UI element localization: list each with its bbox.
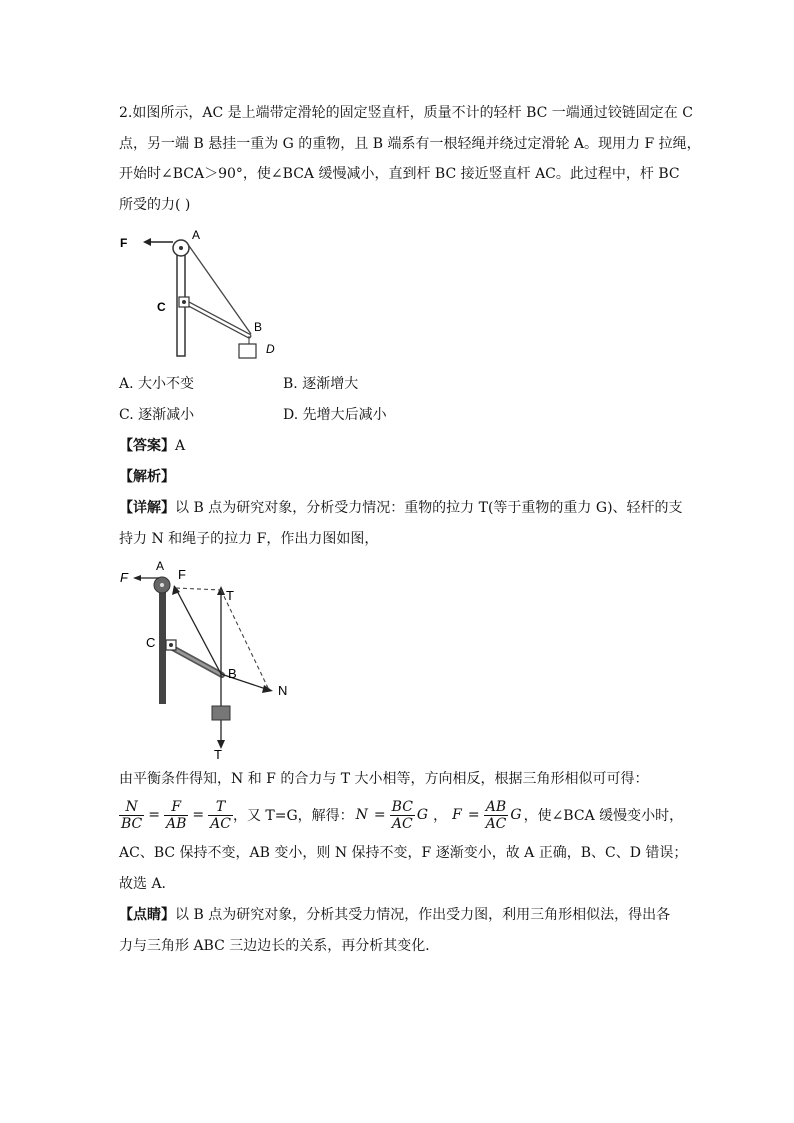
- solution-line-3: 故选 A．: [119, 876, 176, 892]
- question-line-3: 开始时∠BCA＞90°，使∠BCA 缓慢减小，直到杆 BC 接近竖直杆 AC。此过程中，杆 BC: [119, 166, 680, 182]
- option-c: C. 逐渐减小: [119, 407, 195, 423]
- comment-tag: 【点睛】: [119, 907, 175, 923]
- answer-tag: 【答案】: [119, 438, 175, 454]
- solution-equation: $\frac{N}{BC}$ = $\frac{F}{AB}$ = $\frac{T}{AC}$ ，又 T=G，解得： N = $\frac{BC}{AC}$ G ， F = $\frac{AB}{AC}$ G ，使∠BCA 缓慢变小时，: [121, 798, 684, 832]
- label-A: A: [156, 560, 165, 573]
- g-symbol: G: [510, 807, 522, 823]
- fraction-t-ac: $\frac{T}{AC}$: [210, 798, 231, 832]
- label-D: D: [266, 342, 275, 356]
- label-T-top: T: [226, 588, 234, 603]
- detail-line-2: 持力 N 和绳子的拉力 F，作出力图如图，: [119, 531, 379, 547]
- label-T-bottom: T: [214, 747, 222, 760]
- label-B: B: [228, 666, 237, 681]
- solution-line-2: AC、BC 保持不变，AB 变小，则 N 保持不变，F 逐渐变小，故 A 正确，B、C、D 错误；: [119, 845, 688, 861]
- weight-block: [212, 706, 230, 720]
- vertical-rod: [159, 584, 166, 704]
- fraction-f-ab: $\frac{F}{AB}$: [166, 798, 187, 832]
- option-a: A. 大小不变: [119, 376, 195, 392]
- label-C: C: [146, 635, 156, 650]
- equation-tail-text: ，使∠BCA 缓慢变小时，: [523, 808, 684, 824]
- arrow-F-left: [133, 575, 141, 581]
- question-line-2: 点，另一端 B 悬挂一重为 G 的重物，且 B 端系有一根轻绳并绕过定滑轮 A。现用力 F 拉绳，: [119, 136, 701, 152]
- label-N: N: [278, 683, 288, 698]
- solution-line-1: 由平衡条件得知，N 和 F 的合力与 T 大小相等，方向相反，根据三角形相似可可得：: [119, 771, 649, 787]
- arrow-F: [143, 238, 151, 246]
- label-B: B: [254, 320, 263, 334]
- label-C: C: [157, 300, 166, 314]
- comment-line-2: 力与三角形 ABC 三边边长的关系，再分析其变化．: [119, 938, 440, 954]
- answer-text: A: [175, 438, 186, 454]
- comment-line-1: 【点睛】以 B 点为研究对象，分析其受力情况，作出受力图，利用三角形相似法，得出各: [119, 907, 671, 923]
- question-line-4: 所受的力( ): [119, 197, 191, 213]
- fraction-bc-ac: $\frac{BC}{AC}$: [391, 798, 413, 832]
- force-diagram: [115, 560, 300, 760]
- analysis-tag: 【解析】: [119, 469, 175, 485]
- question-line-1: 2.如图所示，AC 是上端带定滑轮的固定竖直杆，质量不计的轻杆 BC 一端通过铰链固定在 C: [119, 105, 693, 121]
- label-F-left: F: [120, 570, 128, 585]
- answer-line: [119, 436, 185, 456]
- label-A: A: [192, 228, 201, 242]
- rod-BC: [185, 302, 249, 336]
- option-d: D. 先增大后减小: [283, 407, 387, 423]
- label-F: F: [178, 567, 186, 582]
- detail-line-1: 【详解】以 B 点为研究对象，分析受力情况：重物的拉力 T(等于重物的重力 G)、轻杆的支: [119, 500, 683, 516]
- fraction-ab-ac: $\frac{AB}{AC}$: [485, 798, 507, 832]
- detail-tag: 【详解】: [119, 500, 175, 516]
- fraction-n-bc: $\frac{N}{BC}$: [121, 798, 143, 832]
- weight-block: [239, 344, 256, 358]
- equation-mid-text: ，又 T=G，解得：: [232, 808, 354, 824]
- option-b: B. 逐渐增大: [283, 376, 359, 392]
- pulley-diagram: [115, 226, 290, 363]
- dashed-F-T: [176, 588, 221, 590]
- label-F: F: [120, 236, 128, 250]
